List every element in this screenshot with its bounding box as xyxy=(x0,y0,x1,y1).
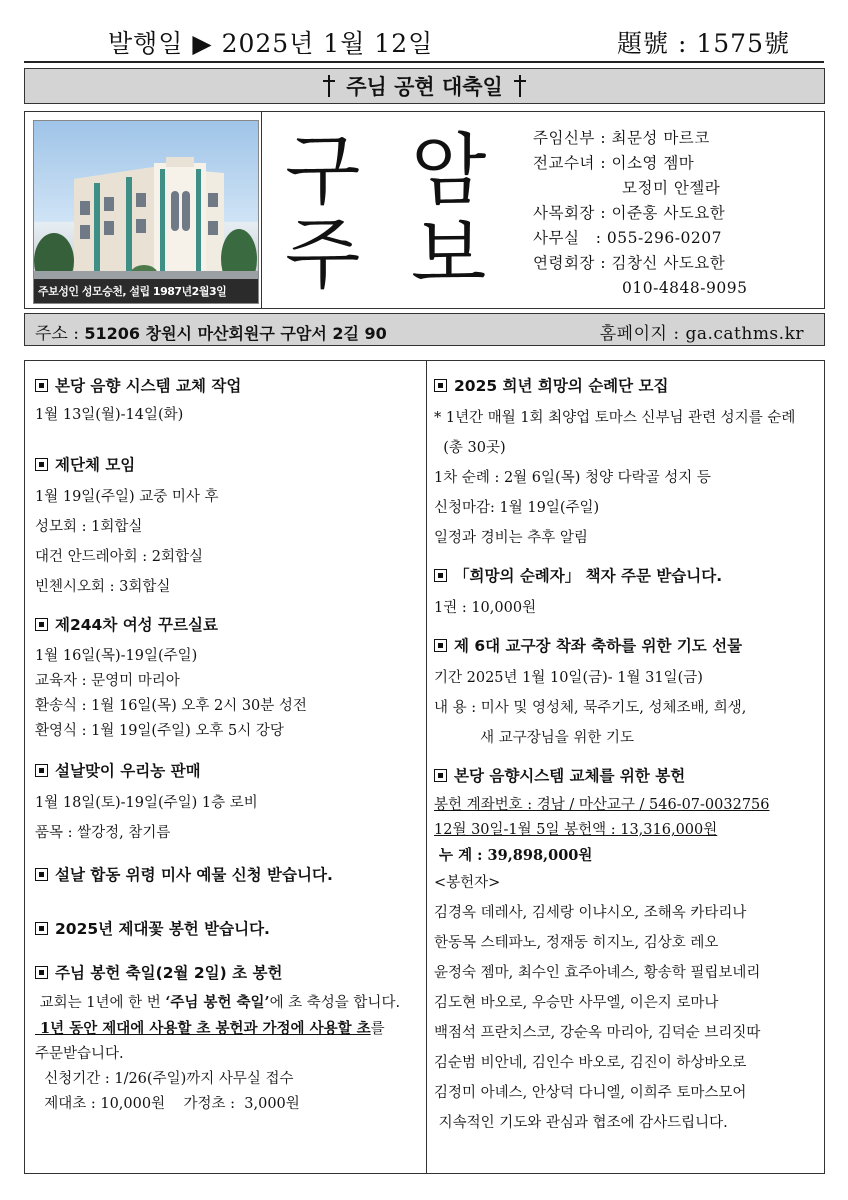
square-bullet-icon xyxy=(35,458,48,471)
column-divider xyxy=(426,361,427,1173)
notice-line: 교회는 1년에 한 번 ‘주님 봉헌 축일’에 초 축성을 합니다. xyxy=(35,994,401,1011)
notice-line: 성모회 : 1회합실 xyxy=(35,519,143,535)
donor-line: 윤정숙 젬마, 최수인 효주아녜스, 황송학 필립보네리 xyxy=(434,965,761,981)
square-bullet-icon xyxy=(35,618,48,631)
staff-row xyxy=(533,276,747,301)
notice-heading: 제244차 여성 꾸르실료 xyxy=(35,612,420,642)
square-bullet-icon xyxy=(35,922,48,935)
publication-date: 발행일 ▶ 2025년 1월 12일 xyxy=(108,29,434,58)
notice-line: 환영식 : 1월 19일(주일) 오후 5시 강당 xyxy=(35,723,284,739)
donation-total: 누 계 : 39,898,000원 xyxy=(434,847,593,864)
notice-heading: 주님 봉헌 축일(2월 2일) 초 봉헌 xyxy=(35,960,420,990)
staff-value: 모정미 안젤라 xyxy=(622,179,721,197)
staff-value: 010-4848-9095 xyxy=(622,279,748,297)
notice-line: 1차 순례 : 2월 6일(목) 청양 다락골 성지 등 xyxy=(434,470,711,486)
notice-sound-donation xyxy=(434,763,818,1138)
staff-row xyxy=(533,251,747,276)
notice-memorial-mass xyxy=(35,862,420,892)
masthead-divider xyxy=(261,112,262,308)
notice-jubilee-pilgrimage xyxy=(434,373,818,553)
staff-value: 이소영 젬마 xyxy=(611,154,695,172)
square-bullet-icon xyxy=(434,639,447,652)
notice-line: 새 교구장님을 위한 기도 xyxy=(434,730,634,746)
notice-cursillo xyxy=(35,612,420,744)
notice-candle-offering xyxy=(35,960,420,1117)
notice-heading: 설날맞이 우리농 판매 xyxy=(35,758,420,788)
thanks-message: 지속적인 기도와 관심과 협조에 감사드립니다. xyxy=(434,1115,728,1131)
notice-line: 주문받습니다. xyxy=(35,1046,124,1062)
staff-value: 김창신 사도요한 xyxy=(611,254,726,272)
header-rule xyxy=(24,61,824,63)
title-char: 암 xyxy=(411,126,487,216)
address-value: 51206 창원시 마산회원구 구암서 2길 90 xyxy=(84,324,387,343)
notice-line: 대건 안드레아회 : 2회합실 xyxy=(35,549,204,565)
notice-heading: 2025 희년 희망의 순례단 모집 xyxy=(434,373,818,403)
staff-label: 주임신부 : xyxy=(533,129,612,147)
donor-line: 한동목 스테파노, 정재동 히지노, 김상호 레오 xyxy=(434,935,719,951)
donor-line: 백점석 프란치스코, 강순옥 마리아, 김덕순 브리짓따 xyxy=(434,1025,761,1041)
notice-line: * 1년간 매월 1회 최양업 토마스 신부님 관련 성지를 순례 xyxy=(434,410,796,426)
staff-value: 055-296-0207 xyxy=(606,229,722,247)
staff-value: 최문성 마르코 xyxy=(611,129,710,147)
notice-line: 신청기간 : 1/26(주일)까지 사무실 접수 xyxy=(35,1071,294,1087)
notice-line: 1월 13일(월)-14일(화) xyxy=(35,407,184,423)
address-label: 주소 : xyxy=(35,324,85,344)
notice-book-order xyxy=(434,563,818,623)
cross-icon xyxy=(513,75,527,97)
staff-row xyxy=(533,151,747,176)
donor-line: 김경옥 데레사, 김세랑 이냐시오, 조해옥 카타리나 xyxy=(434,905,747,921)
donation-period: 12월 30일-1월 5일 봉헌액 : 13,316,000원 xyxy=(434,822,718,838)
staff-label: 사목회장 : xyxy=(533,204,612,222)
donor-line: 김순범 비안네, 김인수 바오로, 김진이 하상바오로 xyxy=(434,1055,747,1071)
issue-number: 題號 : 1575號 xyxy=(617,29,790,58)
staff-label: 전교수녀 : xyxy=(533,154,612,172)
notice-line: 신청마감: 1월 19일(주일) xyxy=(434,500,600,516)
right-column xyxy=(434,373,818,1138)
notice-sound-system xyxy=(35,373,420,428)
square-bullet-icon xyxy=(434,769,447,782)
staff-label: 연령회장 : xyxy=(533,254,612,272)
address-bar xyxy=(24,313,825,346)
notice-line: 일정과 경비는 추후 알림 xyxy=(434,530,588,546)
square-bullet-icon xyxy=(35,764,48,777)
notice-line: 빈첸시오회 : 3회합실 xyxy=(35,579,171,595)
title-char: 주 xyxy=(285,210,361,300)
homepage: 홈페이지 : ga.cathms.kr xyxy=(599,324,804,344)
notice-bishop-prayer xyxy=(434,633,818,753)
announcements xyxy=(24,360,825,1174)
church-photo xyxy=(33,120,259,304)
donor-label: <봉헌자> xyxy=(434,875,501,891)
bank-account: 봉헌 계좌번호 : 경남 / 마산교구 / 546-07-0032756 xyxy=(434,797,770,813)
square-bullet-icon xyxy=(434,569,447,582)
feast-banner xyxy=(24,68,825,104)
donor-line: 김정미 아녜스, 안상덕 다니엘, 이희주 토마스모어 xyxy=(434,1085,747,1101)
notice-line: (총 30곳) xyxy=(434,440,506,456)
bulletin-title xyxy=(271,112,521,308)
staff-label: 사무실 : xyxy=(533,229,607,247)
staff-list xyxy=(533,126,747,301)
staff-row xyxy=(533,126,747,151)
notice-heading: 본당 음향시스템 교체를 위한 봉헌 xyxy=(434,763,818,793)
notice-group-meetings xyxy=(35,452,420,602)
notice-heading: 본당 음향 시스템 교체 작업 xyxy=(35,373,420,403)
donor-line: 김도현 바오로, 우승만 사무엘, 이은지 로마나 xyxy=(434,995,719,1011)
title-char: 보 xyxy=(411,210,487,300)
notice-line: 1월 19일(주일) 교중 미사 후 xyxy=(35,489,219,505)
notice-line: 환송식 : 1월 16일(목) 오후 2시 30분 성전 xyxy=(35,698,307,714)
notice-line: 1권 : 10,000원 xyxy=(434,600,537,616)
notice-heading: 2025년 제대꽃 봉헌 받습니다. xyxy=(35,916,420,946)
address xyxy=(35,319,387,344)
notice-line: 내 용 : 미사 및 영성체, 묵주기도, 성체조배, 희생, xyxy=(434,700,747,716)
notice-line: 품목 : 쌀강정, 참기름 xyxy=(35,825,171,841)
issue-header xyxy=(24,24,824,64)
feast-title: 주님 공현 대축일 xyxy=(346,75,503,99)
staff-value: 이준홍 사도요한 xyxy=(611,204,726,222)
square-bullet-icon xyxy=(35,868,48,881)
notice-heading: 설날 합동 위령 미사 예물 신청 받습니다. xyxy=(35,862,420,892)
notice-line: 1년 동안 제대에 사용할 초 봉헌과 가정에 사용할 초를 xyxy=(35,1020,385,1037)
staff-row xyxy=(533,226,747,251)
notice-line: 교육자 : 문영미 마리아 xyxy=(35,673,180,689)
notice-heading: 제 6대 교구장 착좌 축하를 위한 기도 선물 xyxy=(434,633,818,663)
notice-line: 기간 2025년 1월 10일(금)- 1월 31일(금) xyxy=(434,670,703,686)
notice-heading: 제단체 모임 xyxy=(35,452,420,482)
square-bullet-icon xyxy=(434,379,447,392)
church-building-illustration xyxy=(34,121,259,304)
notice-line: 1월 16일(목)-19일(주일) xyxy=(35,648,198,664)
notice-heading: 「희망의 순례자」 책자 주문 받습니다. xyxy=(434,563,818,593)
notice-line: 제대초 : 10,000원 가정초 : 3,000원 xyxy=(35,1096,300,1112)
notice-altar-flowers xyxy=(35,916,420,946)
photo-caption: 주보성인 성모승천, 설립 1987년2월3일 xyxy=(34,279,258,303)
notice-line: 1월 18일(토)-19일(주일) 1층 로비 xyxy=(35,795,258,811)
staff-row xyxy=(533,176,747,201)
title-char: 구 xyxy=(285,126,361,216)
cross-icon xyxy=(322,75,336,97)
square-bullet-icon xyxy=(35,966,48,979)
staff-row xyxy=(533,201,747,226)
notice-lunar-new-year-sale xyxy=(35,758,420,848)
masthead xyxy=(24,111,825,309)
square-bullet-icon xyxy=(35,379,48,392)
left-column xyxy=(35,373,420,1117)
